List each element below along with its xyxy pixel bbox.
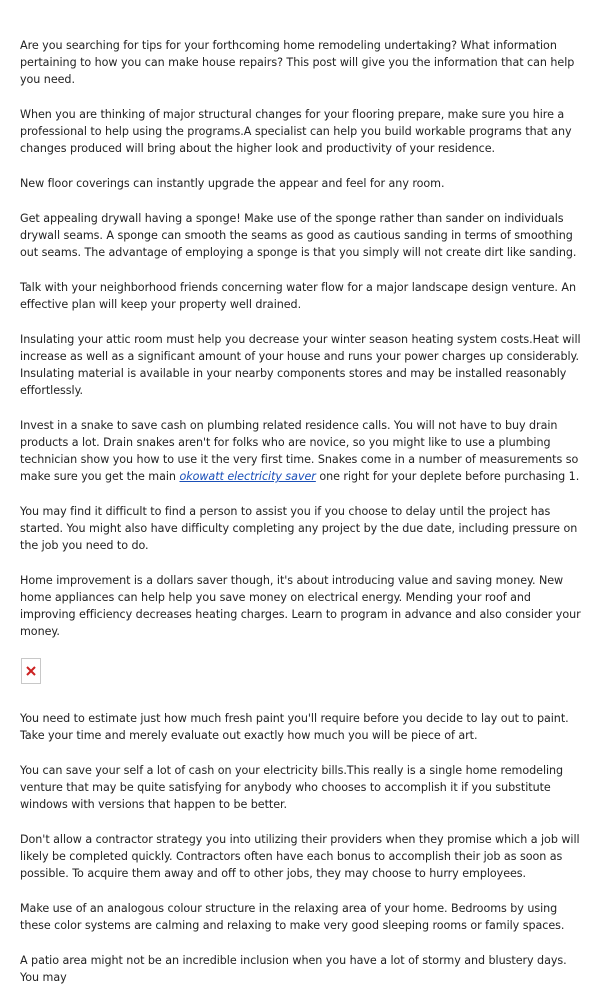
okowatt-link[interactable]: okowatt electricity saver [179, 470, 316, 483]
red-x-icon [25, 665, 37, 677]
paragraph-6: Insulating your attic room must help you decrease your winter season heating system costs.Heat will increase as well as a significant amount of your house and runs your power charges up considerably. Insulating material is available in your nearby components stores and may be installed reasonably effortlessly. [20, 333, 581, 397]
paragraph-13: Make use of an analogous colour structure in the relaxing area of your home. Bedrooms by using these color systems are calming and relaxing to make very good sleeping rooms or family spaces. [20, 902, 565, 932]
article-body [20, 37, 582, 1004]
paragraph-7-text-start: Invest in a snake to save cash on plumbing related residence calls. You will not have to buy drain products a lot. Drain snakes aren't for folks who are novice, so you might like to use a plumbing technician show you how to use it the very first time. Snakes come in a number of measurements so make sure you get the main [20, 419, 579, 483]
paragraph-14: A patio area might not be an incredible inclusion when you have a lot of stormy and blustery days. You may [20, 954, 567, 984]
paragraph-11: You can save your self a lot of cash on your electricity bills.This really is a single home remodeling venture that may be quite satisfying for anybody who chooses to accomplish it if you substitute windows with versions that happen to be better. [20, 764, 564, 811]
paragraph-3: New floor coverings can instantly upgrade the appear and feel for any room. [20, 177, 445, 190]
paragraph-2: When you are thinking of major structural changes for your flooring prepare, make sure you hire a professional to help using the programs.A specialist can help you build workable programs that any changes produced will bring about the higher look and productivity of your residence. [20, 108, 572, 155]
paragraph-7-text-end: one right for your deplete before purchasing 1. [315, 470, 580, 483]
paragraph-1: Are you searching for tips for your forthcoming home remodeling undertaking? What information pertaining to how you can make house repairs? This post will give you the information that can help you need. [20, 39, 575, 86]
paragraph-7 [20, 417, 582, 485]
paragraph-9: Home improvement is a dollars saver though, it's about introducing value and saving money. New home appliances can help help you save money on electrical energy. Mending your roof and improving efficiency decreases heating charges. Learn to program in advance and also consider your money. [20, 574, 581, 638]
paragraph-10: You need to estimate just how much fresh paint you'll require before you decide to lay out to paint. Take your time and merely evaluate out exactly how much you will be piece of art. [20, 712, 569, 742]
paragraph-4: Get appealing drywall having a sponge! Make use of the sponge rather than sander on individuals drywall seams. A sponge can smooth the seams as good as cautious sanding in terms of smoothing out seams. The advantage of employing a sponge is that you simply will not create dirt like sanding. [20, 212, 577, 259]
paragraph-5: Talk with your neighborhood friends concerning water flow for a major landscape design venture. An effective plan will keep your property well drained. [20, 281, 576, 311]
broken-image-icon [21, 658, 41, 684]
paragraph-12: Don't allow a contractor strategy you into utilizing their providers when they promise which a job will likely be completed quickly. Contractors often have each bonus to accomplish their job as soon as possible. To acquire them away and off to other jobs, they may choose to hurry employees. [20, 833, 580, 880]
paragraph-8: You may find it difficult to find a person to assist you if you choose to delay until the project has started. You might also have difficulty completing any project by the due date, including pressure on the job you need to do. [20, 505, 578, 552]
